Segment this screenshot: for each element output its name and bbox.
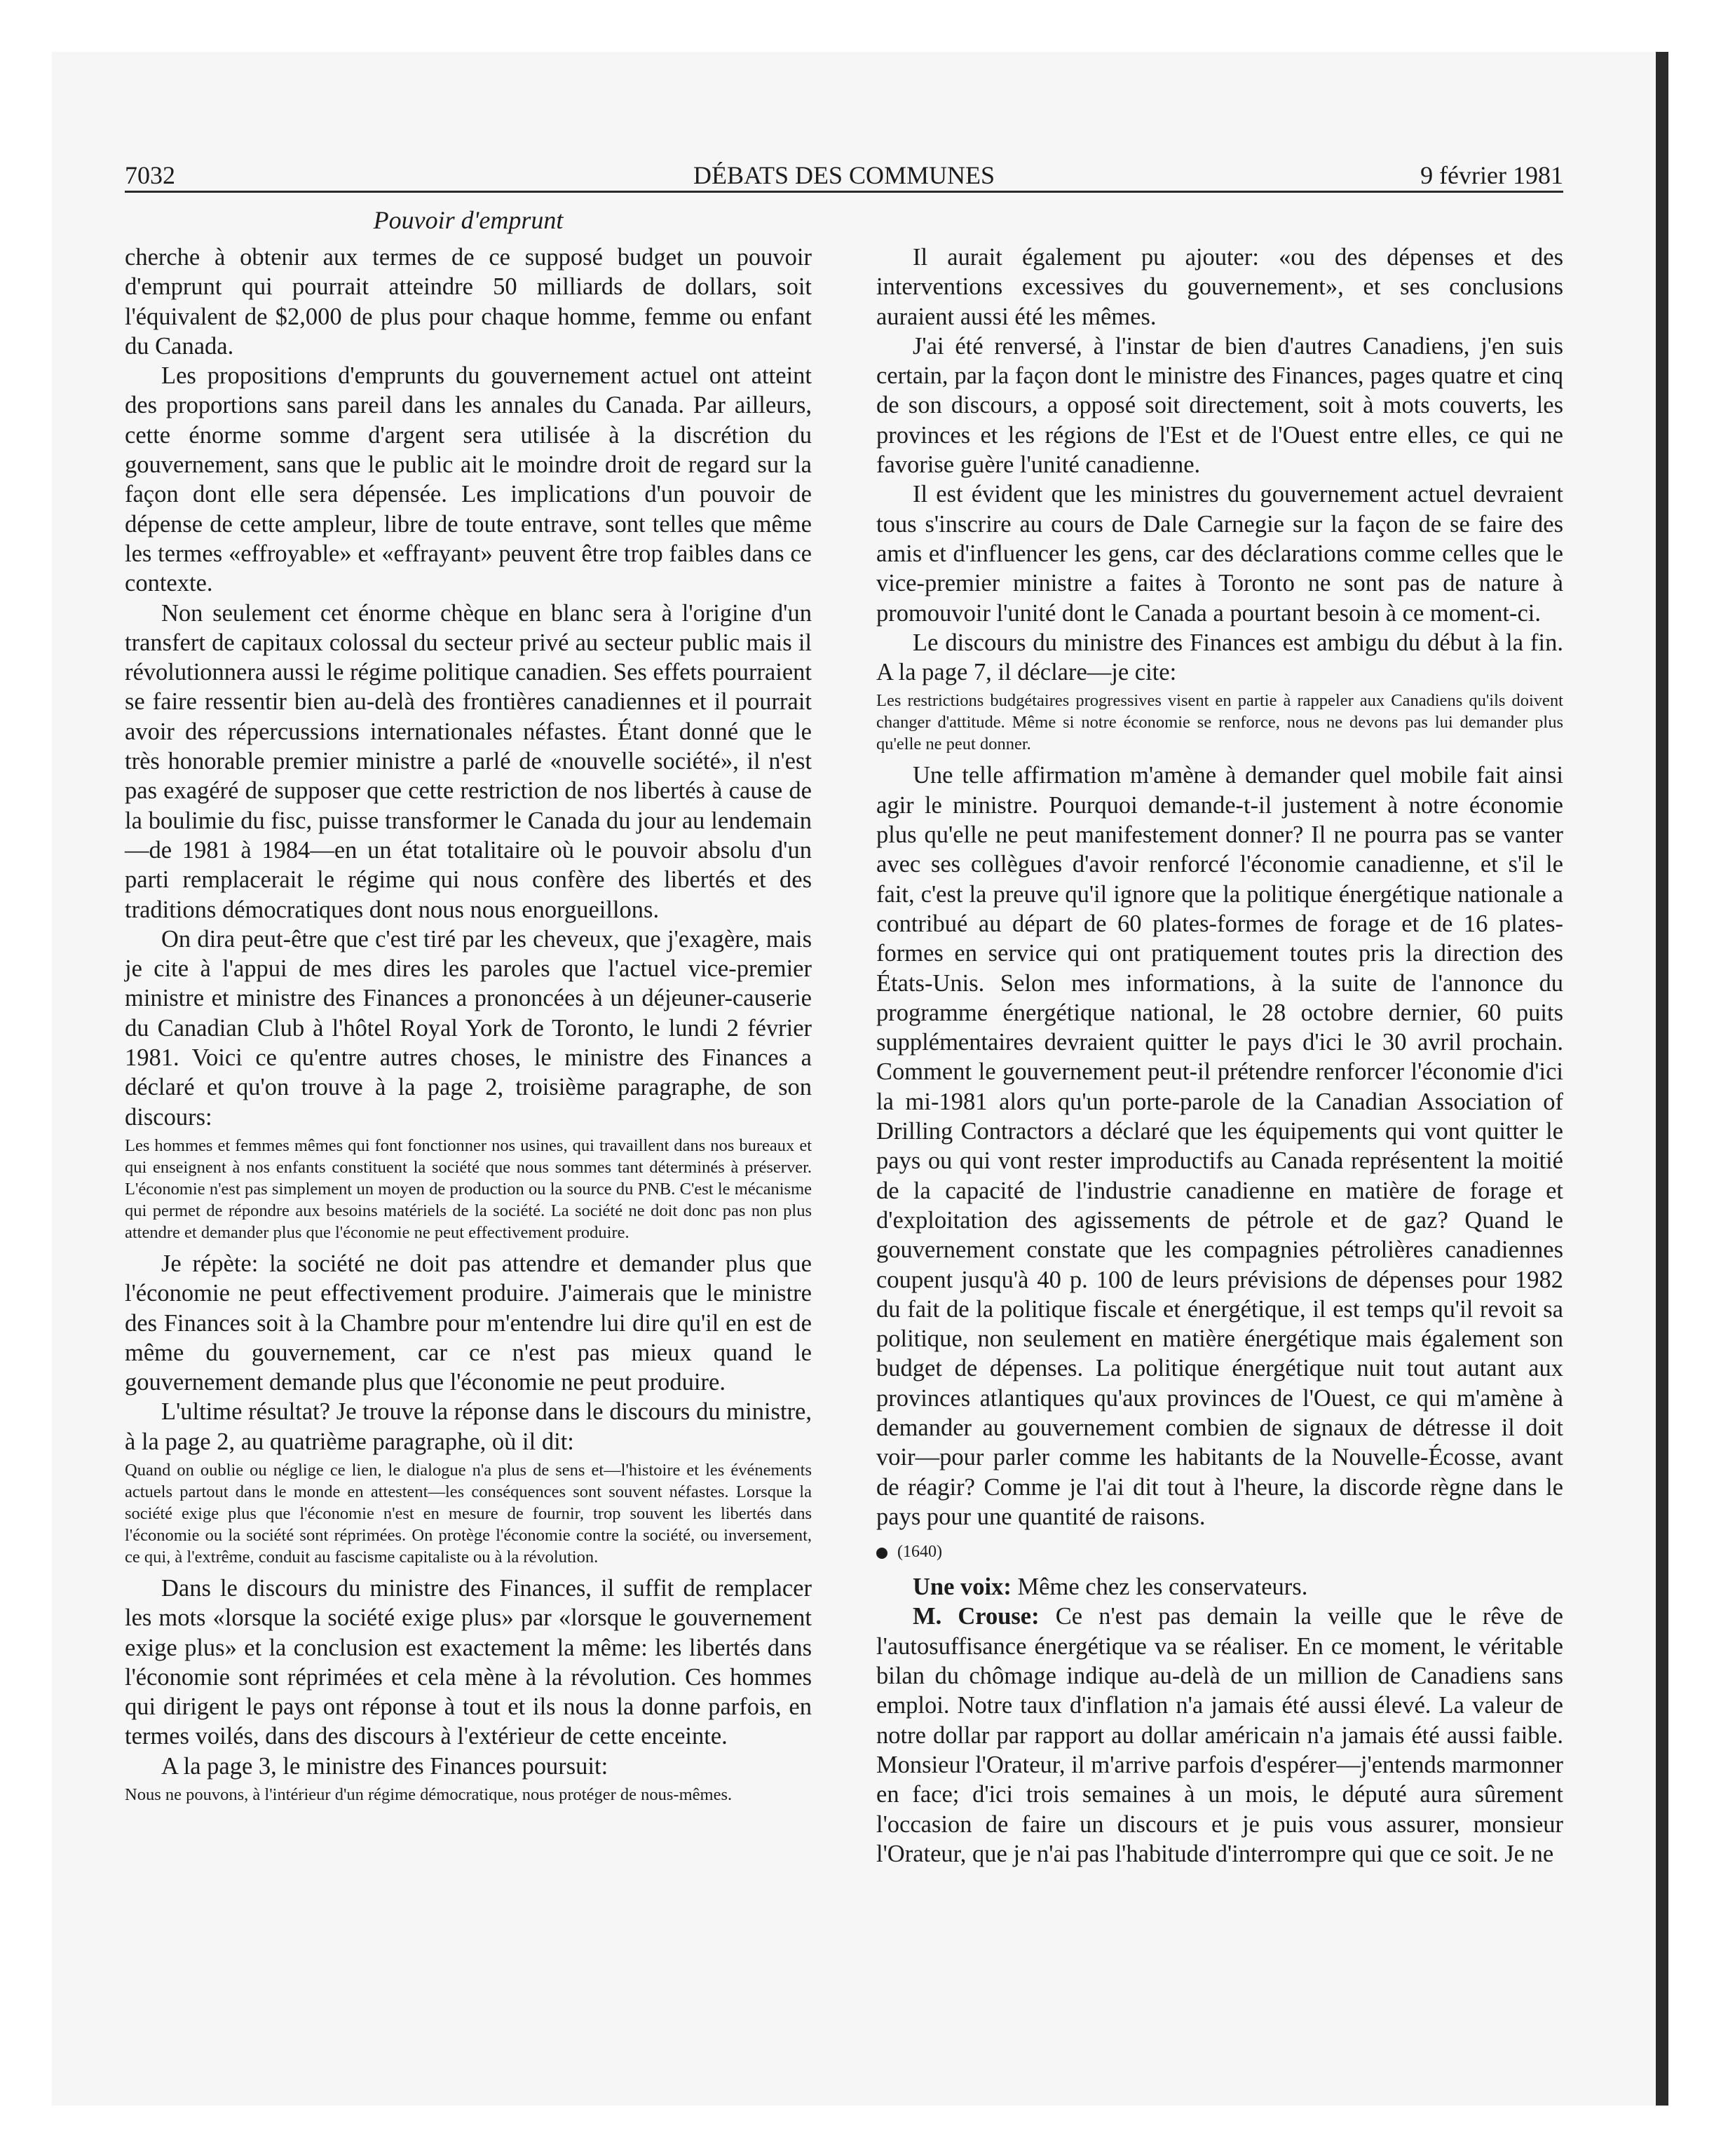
paragraph: Je répète: la société ne doit pas attendre et demander plus que l'économie ne peut effectivement produire. J'aimerais que le ministre des Finances soit à la Chambre pour m'entendre lui dire qu'il en est de même du gouvernement, car ce n'est pas mieux quand le gouvernement demande plus que l'économie ne peut produire. [125, 1250, 812, 1396]
paragraph: J'ai été renversé, à l'instar de bien d'autres Canadiens, j'en suis certain, par la façon dont le ministre des Finances, pages quatre et cinq de son discours, a opposé soit directement, soit à mots couverts, les provinces et les régions de l'Est et de l'Ouest entre elles, ce qui ne favorise guère l'unité canadienne. [876, 332, 1563, 479]
page-header [125, 160, 1563, 192]
paragraph: On dira peut-être que c'est tiré par les cheveux, que j'exagère, mais je cite à l'appui de mes dires les paroles que l'actuel vice-premier ministre et ministre des Finances a prononcées à un déjeuner-causerie du Canadian Club à l'hôtel Royal York de Toronto, le lundi 2 février 1981. Voici ce qu'entre autres choses, le ministre des Finances a déclaré et qu'on trouve à la page 2, troisième paragraphe, de son discours: [125, 925, 812, 1131]
interjection [876, 1572, 1563, 1602]
left-column [125, 243, 812, 1811]
publication-date: 9 février 1981 [1420, 161, 1563, 189]
paragraph: Les propositions d'emprunts du gouvernement actuel ont atteint des proportions sans pareil dans les annales du Canada. Par ailleurs, cette énorme somme d'argent sera utilisée à la discrétion du gouvernement, sans que le public ait le moindre droit de regard sur la façon dont elle sera dépensée. Les implications d'un pouvoir de dépense de cette ampleur, libre de toute entrave, sont telles que même les termes «effroyable» et «effrayant» peuvent être trop faibles dans ce contexte. [125, 362, 812, 597]
paragraph: L'ultime résultat? Je trouve la réponse dans le discours du ministre, à la page 2, au quatrième paragraphe, où il dit: [125, 1398, 812, 1455]
speech-text: Même chez les conservateurs. [1017, 1574, 1308, 1601]
running-head: Pouvoir d'emprunt [373, 206, 564, 234]
block-quote: Quand on oublie ou néglige ce lien, le dialogue n'a plus de sens et—l'histoire et les événements actuels partout dans le monde en attestent—les conséquences sont souvent néfastes. Lorsque la société exige plus que l'économie n'est en mesure de fournir, trop souvent les libertés dans l'économie ou la société sont réprimées. On protège l'économie contre la société, ou inversement, ce qui, à l'extrême, conduit au fascisme capitaliste ou à la révolution. [125, 1460, 812, 1567]
page-number: 7032 [125, 161, 175, 189]
speech [876, 1602, 1563, 1869]
speech-text: Ce n'est pas demain la veille que le rêve de l'autosuffisance énergétique va se réaliser. En ce moment, le véritable bilan du chômage indique au-delà de un million de Canadiens sans emploi. Notre taux d'inflation n'a jamais été aussi élevé. La valeur de notre dollar par rapport au dollar américain n'a jamais été aussi faible. Monsieur l'Orateur, il m'arrive parfois d'espérer—j'entends marmonner en face; d'ici trois semaines à un mois, le député aura sûrement l'occasion de faire un discours et je puis vous assurer, monsieur l'Orateur, que je n'ai pas l'habitude d'interrompre qui que ce soit. Je ne [876, 1603, 1563, 1867]
paragraph: A la page 3, le ministre des Finances poursuit: [161, 1752, 608, 1780]
block-quote: Les restrictions budgétaires progressives visent en partie à rappeler aux Canadiens qu'ils doivent changer d'attitude. Même si notre économie se renforce, nous ne devons pas lui demander plus qu'elle ne peut donner. [876, 691, 1563, 754]
paragraph: cherche à obtenir aux termes de ce supposé budget un pouvoir d'emprunt qui pourrait atteindre 50 milliards de dollars, soit l'équivalent de $2,000 de plus pour chaque homme, femme ou enfant du Canada. [125, 244, 812, 360]
speaker-name: M. Crouse: [913, 1603, 1040, 1630]
time-marker [876, 1541, 1563, 1562]
right-column [876, 243, 1563, 1869]
page-edge-bar [1656, 52, 1668, 2106]
bullet-icon [876, 1548, 887, 1559]
block-quote: Les hommes et femmes mêmes qui font fonctionner nos usines, qui travaillent dans nos bureaux et qui enseignent à nos enfants constituent la société que nous sommes tant déterminés à préserver. L'économie n'est pas simplement un moyen de production ou la source du PNB. C'est le mécanisme qui permet de répondre aux besoins matériels de la société. La société ne doit donc pas non plus attendre et demander plus que l'économie ne peut effectivement produire. [125, 1135, 812, 1242]
time-marker-text: (1640) [897, 1543, 942, 1562]
paragraph: Il aurait également pu ajouter: «ou des dépenses et des interventions excessives du gouvernement», et ses conclusions auraient aussi été les mêmes. [876, 244, 1563, 330]
paragraph: Dans le discours du ministre des Finances, il suffit de remplacer les mots «lorsque la société exige plus» par «lorsque le gouvernement exige plus» et la conclusion est exactement la même: les libertés dans l'économie sont réprimées et cela mène à la révolution. Ces hommes qui dirigent le pays ont réponse à tout et ils nous la donne parfois, en termes voilés, dans des discours à l'extérieur de cette enceinte. [125, 1574, 812, 1750]
speaker-name: Une voix: [913, 1574, 1012, 1601]
header-rule [125, 191, 1563, 193]
paragraph: Une telle affirmation m'amène à demander quel mobile fait ainsi agir le ministre. Pourquoi demande-t-il justement à notre économie plus qu'elle ne peut manifestement donner? Il ne pourra pas se vanter avec ses collègues d'avoir renforcé l'économie canadienne, et s'il le fait, c'est la preuve qu'il ignore que la politique énergétique nationale a contribué au départ de 60 plates-formes de forage et de 16 plates-formes en service qui ont pratiquement toutes pris la direction des États-Unis. Selon mes informations, à la suite de l'annonce du programme énergétique national, le 28 octobre dernier, 60 puits supplémentaires devraient quitter le pays d'ici le 30 avril prochain. Comment le gouvernement peut-il prétendre renforcer l'économie d'ici la mi-1981 alors qu'un porte-parole de la Canadian Association of Drilling Contractors a déclaré que les équipements qui vont quitter le pays ou qui vont rester improductifs au Canada représentent la moitié de la capacité de l'industrie canadienne en matière de forage et d'exploitation des agissements de pétrole et de gaz? Quand le gouvernement constate que les compagnies pétrolières canadiennes coupent jusqu'à 40 p. 100 de leurs prévisions de dépenses pour 1982 du fait de la politique fiscale et énergétique, il est temps qu'il revoit sa politique, non seulement en matière énergétique mais également son budget de dépenses. La politique énergétique nuit tout autant aux provinces atlantiques qu'aux provinces de l'Ouest, ce qui m'amène à demander au gouvernement combien de signaux de détresse il doit voir—pour parler comme les habitants de la Nouvelle-Écosse, avant de réagir? Comme je l'ai dit tout à l'heure, la discorde règne dans le pays pour une quantité de raisons. [876, 762, 1563, 1530]
paragraph: Il est évident que les ministres du gouvernement actuel devraient tous s'inscrire au cours de Dale Carnegie sur la façon de se faire des amis et d'influencer les gens, car des déclarations comme celles que le vice-premier ministre a faites à Toronto ne sont pas de nature à promouvoir l'unité dont le Canada a pourtant besoin à ce moment-ci. [876, 481, 1563, 627]
paragraph: Le discours du ministre des Finances est ambigu du début à la fin. A la page 7, il déclare—je cite: [876, 629, 1563, 686]
publication-title: DÉBATS DES COMMUNES [693, 161, 995, 189]
block-quote: Nous ne pouvons, à l'intérieur d'un régime démocratique, nous protéger de nous-mêmes. [125, 1785, 733, 1805]
paragraph: Non seulement cet énorme chèque en blanc sera à l'origine d'un transfert de capitaux colossal du secteur privé au secteur public mais il révolutionnera aussi le régime politique canadien. Ses effets pourraient se faire ressentir bien au-delà des frontières canadiennes et il pourrait avoir des répercussions internationales néfastes. Étant donné que le très honorable premier ministre a parlé de «nouvelle société», il n'est pas exagéré de supposer que cette restriction de nos libertés à cause de la boulimie du fisc, puisse transformer le Canada du jour au lendemain—de 1981 à 1984—en un état totalitaire où le pouvoir absolu d'un parti remplacerait le régime qui nous confère des libertés et des traditions démocratiques dont nous nous enorgueillons. [125, 599, 812, 923]
